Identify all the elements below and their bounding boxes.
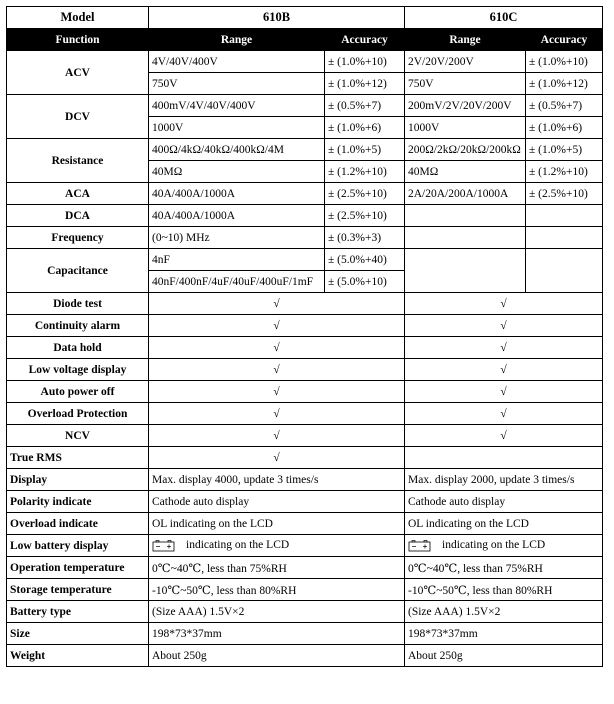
dcv-610c-acc-1: ± (0.5%+7) (526, 95, 603, 117)
spec-row (7, 579, 603, 601)
acv-610b-acc-2: ± (1.0%+12) (325, 73, 405, 95)
spec-610c-value: -10℃~50℃, less than 80%RH (405, 579, 603, 601)
frequency-610b-range: (0~10) MHz (149, 227, 325, 249)
feature-row (7, 337, 603, 359)
capacitance-label: Capacitance (7, 249, 149, 293)
header-accuracy-610b: Accuracy (325, 29, 405, 51)
acv-610c-range-2: 750V (405, 73, 526, 95)
header-range-610c: Range (405, 29, 526, 51)
dcv-610c-acc-2: ± (1.0%+6) (526, 117, 603, 139)
aca-610b-acc: ± (2.5%+10) (325, 183, 405, 205)
capacitance-610c-range (405, 249, 526, 293)
feature-row (7, 403, 603, 425)
dcv-610b-acc-1: ± (0.5%+7) (325, 95, 405, 117)
spec-610c-value: 0℃~40℃, less than 75%RH (405, 557, 603, 579)
battery-icon (408, 540, 432, 552)
feature-row (7, 293, 603, 315)
spec-row (7, 645, 603, 667)
dca-610b-range: 40A/400A/1000A (149, 205, 325, 227)
resistance-610c-acc-1: ± (1.0%+5) (526, 139, 603, 161)
dca-610c-acc (526, 205, 603, 227)
feature-label: Continuity alarm (7, 315, 149, 337)
spec-610b-value: Cathode auto display (149, 491, 405, 513)
feature-row (7, 381, 603, 403)
dcv-610c-range-2: 1000V (405, 117, 526, 139)
capacitance-610b-range-2: 40nF/400nF/4uF/40uF/400uF/1mF (149, 271, 325, 293)
dcv-610b-acc-2: ± (1.0%+6) (325, 117, 405, 139)
header-row (7, 29, 603, 51)
spec-row (7, 601, 603, 623)
spec-610b-value (149, 535, 405, 557)
feature-label: Auto power off (7, 381, 149, 403)
battery-icon (152, 540, 176, 552)
frequency-row (7, 227, 603, 249)
feature-label: Diode test (7, 293, 149, 315)
spec-610b-value: 0℃~40℃, less than 75%RH (149, 557, 405, 579)
header-function: Function (7, 29, 149, 51)
spec-label: Weight (7, 645, 149, 667)
feature-610b-check: √ (149, 425, 405, 447)
resistance-610c-acc-2: ± (1.2%+10) (526, 161, 603, 183)
spec-610c-value: About 250g (405, 645, 603, 667)
acv-row-1 (7, 51, 603, 73)
acv-610c-range-1: 2V/20V/200V (405, 51, 526, 73)
dca-610c-range (405, 205, 526, 227)
feature-row (7, 359, 603, 381)
dca-row (7, 205, 603, 227)
spec-row (7, 491, 603, 513)
feature-610b-check: √ (149, 447, 405, 469)
dcv-610b-range-2: 1000V (149, 117, 325, 139)
capacitance-610c-acc (526, 249, 603, 293)
spec-row (7, 513, 603, 535)
resistance-610b-range-1: 400Ω/4kΩ/40kΩ/400kΩ/4M (149, 139, 325, 161)
acv-610b-range-2: 750V (149, 73, 325, 95)
spec-610c-value: 198*73*37mm (405, 623, 603, 645)
capacitance-610b-range-1: 4nF (149, 249, 325, 271)
low-battery-text-610c: indicating on the LCD (442, 539, 546, 552)
resistance-610b-range-2: 40MΩ (149, 161, 325, 183)
spec-row (7, 469, 603, 491)
frequency-610c-range (405, 227, 526, 249)
feature-610b-check: √ (149, 403, 405, 425)
spec-610c-value (405, 535, 603, 557)
feature-610c-check: √ (405, 425, 603, 447)
dcv-610b-range-1: 400mV/4V/40V/400V (149, 95, 325, 117)
aca-610c-acc: ± (2.5%+10) (526, 183, 603, 205)
spec-610b-value: 198*73*37mm (149, 623, 405, 645)
spec-610b-value: -10℃~50℃, less than 80%RH (149, 579, 405, 601)
feature-610c-check (405, 447, 603, 469)
aca-row (7, 183, 603, 205)
acv-610c-acc-2: ± (1.0%+12) (526, 73, 603, 95)
feature-610b-check: √ (149, 381, 405, 403)
dca-610b-acc: ± (2.5%+10) (325, 205, 405, 227)
spec-label: Size (7, 623, 149, 645)
feature-label: Data hold (7, 337, 149, 359)
feature-610c-check: √ (405, 293, 603, 315)
aca-610c-range: 2A/20A/200A/1000A (405, 183, 526, 205)
spec-row (7, 557, 603, 579)
feature-610b-check: √ (149, 315, 405, 337)
acv-610c-acc-1: ± (1.0%+10) (526, 51, 603, 73)
spec-row (7, 623, 603, 645)
feature-610b-check: √ (149, 337, 405, 359)
feature-row (7, 315, 603, 337)
spec-label: Battery type (7, 601, 149, 623)
header-accuracy-610c: Accuracy (526, 29, 603, 51)
feature-label: True RMS (7, 447, 149, 469)
capacitance-610b-acc-2: ± (5.0%+10) (325, 271, 405, 293)
resistance-row-1 (7, 139, 603, 161)
frequency-610b-acc: ± (0.3%+3) (325, 227, 405, 249)
spec-table (6, 6, 603, 667)
model-label: Model (7, 7, 149, 29)
dcv-label: DCV (7, 95, 149, 139)
header-range-610b: Range (149, 29, 325, 51)
feature-label: Overload Protection (7, 403, 149, 425)
spec-610b-value: (Size AAA) 1.5V×2 (149, 601, 405, 623)
spec-610b-value: Max. display 4000, update 3 times/s (149, 469, 405, 491)
dcv-row-1 (7, 95, 603, 117)
spec-610c-value: Max. display 2000, update 3 times/s (405, 469, 603, 491)
feature-610b-check: √ (149, 359, 405, 381)
acv-label: ACV (7, 51, 149, 95)
capacitance-610b-acc-1: ± (5.0%+40) (325, 249, 405, 271)
model-610b: 610B (149, 7, 405, 29)
spec-610b-value: About 250g (149, 645, 405, 667)
resistance-610c-range-1: 200Ω/2kΩ/20kΩ/200kΩ (405, 139, 526, 161)
feature-610c-check: √ (405, 315, 603, 337)
aca-610b-range: 40A/400A/1000A (149, 183, 325, 205)
aca-label: ACA (7, 183, 149, 205)
spec-610c-value: OL indicating on the LCD (405, 513, 603, 535)
feature-610c-check: √ (405, 403, 603, 425)
model-610c: 610C (405, 7, 603, 29)
spec-label: Storage temperature (7, 579, 149, 601)
spec-label: Operation temperature (7, 557, 149, 579)
resistance-610c-range-2: 40MΩ (405, 161, 526, 183)
spec-label: Display (7, 469, 149, 491)
feature-row (7, 447, 603, 469)
feature-610c-check: √ (405, 337, 603, 359)
feature-row (7, 425, 603, 447)
feature-610c-check: √ (405, 381, 603, 403)
resistance-label: Resistance (7, 139, 149, 183)
feature-610c-check: √ (405, 359, 603, 381)
feature-label: Low voltage display (7, 359, 149, 381)
acv-610b-range-1: 4V/40V/400V (149, 51, 325, 73)
spec-row (7, 535, 603, 557)
spec-label: Overload indicate (7, 513, 149, 535)
dcv-610c-range-1: 200mV/2V/20V/200V (405, 95, 526, 117)
frequency-610c-acc (526, 227, 603, 249)
acv-610b-acc-1: ± (1.0%+10) (325, 51, 405, 73)
spec-610b-value: OL indicating on the LCD (149, 513, 405, 535)
frequency-label: Frequency (7, 227, 149, 249)
capacitance-row-1 (7, 249, 603, 271)
spec-610c-value: Cathode auto display (405, 491, 603, 513)
feature-610b-check: √ (149, 293, 405, 315)
model-row (7, 7, 603, 29)
dca-label: DCA (7, 205, 149, 227)
resistance-610b-acc-2: ± (1.2%+10) (325, 161, 405, 183)
feature-label: NCV (7, 425, 149, 447)
spec-610c-value: (Size AAA) 1.5V×2 (405, 601, 603, 623)
resistance-610b-acc-1: ± (1.0%+5) (325, 139, 405, 161)
low-battery-text-610b: indicating on the LCD (186, 539, 290, 552)
spec-label: Low battery display (7, 535, 149, 557)
spec-label: Polarity indicate (7, 491, 149, 513)
